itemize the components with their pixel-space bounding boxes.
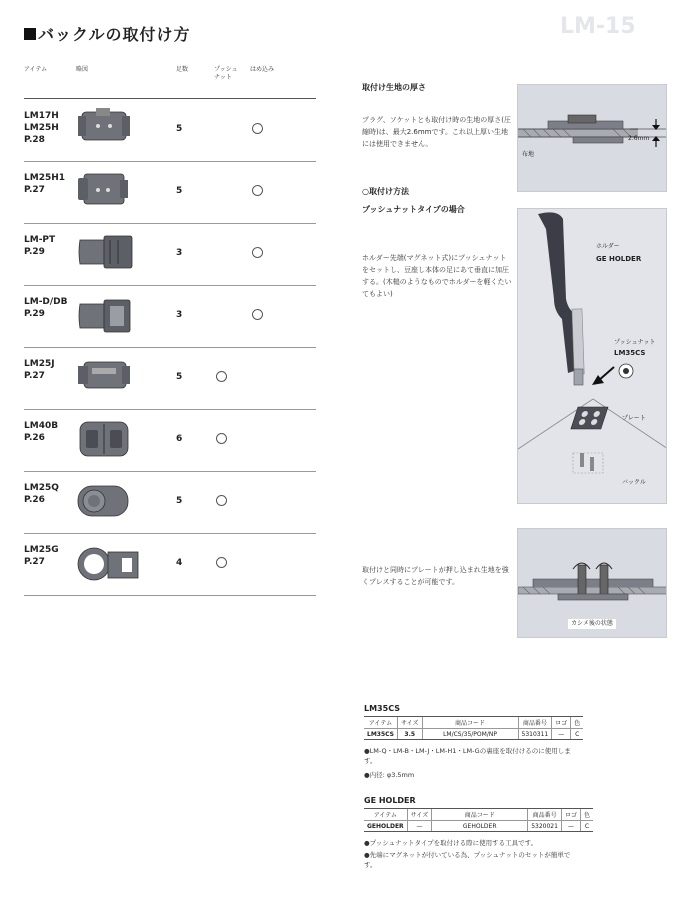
row-item-code: LM25J P.27 — [24, 359, 55, 381]
pushnut-mark-icon — [216, 557, 227, 568]
fit-mark-icon — [252, 185, 263, 196]
method-text: ホルダー先端(マグネット式)にプッシュナットをセットし、豆座し本体の足にあて垂直に加圧する。(木槌のようなものでホルダーを軽くたいてもよい) — [362, 254, 512, 298]
row-divider — [24, 533, 316, 534]
row-item-code: LM-D/DB P.29 — [24, 297, 68, 319]
row-qty: 5 — [176, 186, 183, 196]
row-item-code: LM-PT P.29 — [24, 235, 56, 257]
row-item-code: LM17H LM25H P.28 — [24, 111, 59, 145]
table-header-cell: 色 — [580, 809, 593, 821]
table-cell: — — [552, 729, 571, 740]
row-divider — [24, 161, 316, 162]
table-cell: C — [580, 821, 593, 832]
thickness-photo — [517, 84, 667, 192]
row-divider — [24, 347, 316, 348]
buckle-sketch-icon — [74, 478, 154, 530]
row-item-code: LM25H1 P.27 — [24, 173, 66, 195]
table-header-cell: 商品番号 — [518, 717, 552, 729]
row-divider — [24, 285, 316, 286]
table-cell: — — [407, 821, 432, 832]
thickness-text: プラグ、ソケットとも取付け時の生地の厚さ(圧縮時)は、最大2.6mmです。これ以上厚い生地には使用できません。 — [362, 116, 512, 148]
plate-label: プレート — [622, 415, 646, 422]
lm35cs-note-2: ●内径: φ3.5mm — [364, 771, 415, 779]
method-photo — [517, 208, 667, 504]
lm35cs-header-row — [364, 717, 583, 729]
col-fit: はめ込み — [250, 66, 275, 73]
table-cell: 5310311 — [518, 729, 552, 740]
buckle-sketch-icon — [74, 230, 154, 282]
pushnut-name: LM35CS — [614, 349, 646, 357]
buckle-sketch-icon — [74, 106, 154, 158]
row-qty: 5 — [176, 124, 183, 134]
table-header-cell: アイテム — [364, 809, 407, 821]
press-text: 取付けと同時にプレートが押し込まれ生地を強くプレスすることが可能です。 — [362, 566, 509, 586]
row-qty: 3 — [176, 248, 183, 258]
row-item-code: LM40B P.26 — [24, 421, 59, 443]
pushnut-mark-icon — [216, 495, 227, 506]
geholder-note-2: ●先端にマグネットが付いている為、プッシュナットのセットが簡単です。 — [364, 851, 571, 869]
table-cell: 3.5 — [397, 729, 422, 740]
thickness-heading: 取付け生地の厚さ — [362, 83, 426, 92]
row-divider — [24, 471, 316, 472]
buckle-sketch-icon — [74, 168, 154, 220]
table-header-cell: 色 — [571, 717, 584, 729]
table-header-cell: ロゴ — [552, 717, 571, 729]
table-header-cell: 商品コード — [422, 717, 518, 729]
row-qty: 3 — [176, 310, 183, 320]
holder-label: ホルダー — [596, 243, 620, 250]
col-item: アイテム — [24, 66, 48, 73]
row-item-code: LM25G P.27 — [24, 545, 59, 567]
row-item-code: LM25Q P.26 — [24, 483, 59, 505]
table-header-cell: ロゴ — [561, 809, 580, 821]
table-cell: GEHOLDER — [364, 821, 407, 832]
fit-mark-icon — [252, 247, 263, 258]
lm35cs-heading: LM35CS — [364, 704, 400, 713]
table-header-cell: アイテム — [364, 717, 397, 729]
table-header-cell: サイズ — [407, 809, 432, 821]
row-divider — [24, 223, 316, 224]
col-qty: 足数 — [176, 66, 189, 73]
buckle-sketch-icon — [74, 540, 154, 592]
table-cell: LM/CS/35/POM/NP — [422, 729, 518, 740]
col-pushnut: プッシュ ナット — [214, 66, 238, 81]
table-cell: GEHOLDER — [432, 821, 528, 832]
buckle-sketch-icon — [74, 416, 154, 468]
row-divider — [24, 409, 316, 410]
buckle-sketch-icon — [74, 354, 154, 406]
fit-mark-icon — [252, 123, 263, 134]
holder-name: GE HOLDER — [596, 255, 642, 263]
lm35cs-table — [364, 716, 583, 740]
pushnut-mark-icon — [216, 371, 227, 382]
header-rule — [24, 98, 316, 99]
buckle-sketch-icon — [74, 292, 154, 344]
pushnut-mark-icon — [216, 433, 227, 444]
table-cell: — — [561, 821, 580, 832]
geholder-data-row — [364, 821, 593, 832]
row-qty: 4 — [176, 558, 183, 568]
method-subheading: プッシュナットタイプの場合 — [362, 205, 465, 214]
lm35cs-note-1: ●LM-Q・LM-B・LM-J・LM-H1・LM-Gの裏座を取付けるのに使用します。 — [364, 747, 571, 765]
geholder-note-1: ●プッシュナットタイプを取付ける際に使用する工具です。 — [364, 839, 538, 847]
title-square-icon — [24, 28, 36, 40]
row-qty: 5 — [176, 372, 183, 382]
table-cell: 5320021 — [528, 821, 562, 832]
buckle-label: バックル — [622, 479, 646, 486]
row-qty: 5 — [176, 496, 183, 506]
geholder-table — [364, 808, 593, 832]
table-header-cell: 商品コード — [432, 809, 528, 821]
table-cell: C — [571, 729, 584, 740]
fit-mark-icon — [252, 309, 263, 320]
press-photo — [517, 528, 667, 638]
lm35cs-data-row — [364, 729, 583, 740]
geholder-heading: GE HOLDER — [364, 796, 416, 805]
press-caption: カシメ後の状態 — [568, 619, 616, 629]
dim-label: 2.6mm — [628, 135, 650, 142]
page-title: バックルの取付け方 — [24, 22, 191, 45]
row-divider — [24, 595, 316, 596]
table-cell: LM35CS — [364, 729, 397, 740]
method-heading: ○取付け方法 — [362, 187, 409, 196]
pushnut-label: プッシュナット — [614, 339, 656, 346]
table-header-cell: 商品番号 — [528, 809, 562, 821]
row-qty: 6 — [176, 434, 183, 444]
watermark-text: LM-15 — [560, 14, 636, 39]
geholder-header-row — [364, 809, 593, 821]
col-sketch: 略図 — [76, 66, 89, 73]
fabric-label: 布地 — [522, 151, 535, 158]
table-header-cell: サイズ — [397, 717, 422, 729]
